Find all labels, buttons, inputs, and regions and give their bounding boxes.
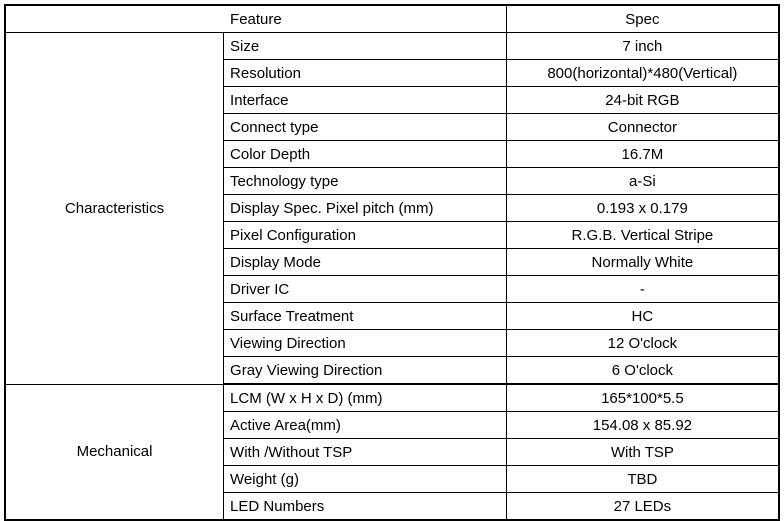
- feature-label: LED Numbers: [224, 493, 507, 521]
- feature-label: Resolution: [224, 60, 507, 87]
- feature-label: Active Area(mm): [224, 412, 507, 439]
- spec-value: Normally White: [506, 249, 779, 276]
- feature-label: LCM (W x H x D) (mm): [224, 384, 507, 412]
- table-row: [5, 33, 779, 60]
- spec-value: 800(horizontal)*480(Vertical): [506, 60, 779, 87]
- spec-value: 7 inch: [506, 33, 779, 60]
- spec-value: HC: [506, 303, 779, 330]
- feature-label: Display Mode: [224, 249, 507, 276]
- spec-value: With TSP: [506, 439, 779, 466]
- feature-label: Gray Viewing Direction: [224, 357, 507, 385]
- spec-value: 16.7M: [506, 141, 779, 168]
- feature-label: Surface Treatment: [224, 303, 507, 330]
- spec-value: Connector: [506, 114, 779, 141]
- feature-label: With /Without TSP: [224, 439, 507, 466]
- spec-value: 27 LEDs: [506, 493, 779, 521]
- spec-value: TBD: [506, 466, 779, 493]
- specification-table: [4, 4, 780, 521]
- spec-value: 154.08 x 85.92: [506, 412, 779, 439]
- table-row: [5, 384, 779, 412]
- feature-label: Color Depth: [224, 141, 507, 168]
- group-label-mechanical: Mechanical: [5, 384, 224, 520]
- header-spec: Spec: [506, 5, 779, 33]
- feature-label: Size: [224, 33, 507, 60]
- spec-value: 165*100*5.5: [506, 384, 779, 412]
- feature-label: Pixel Configuration: [224, 222, 507, 249]
- feature-label: Interface: [224, 87, 507, 114]
- feature-label: Connect type: [224, 114, 507, 141]
- header-feature: Feature: [5, 5, 506, 33]
- feature-label: Display Spec. Pixel pitch (mm): [224, 195, 507, 222]
- spec-value: R.G.B. Vertical Stripe: [506, 222, 779, 249]
- spec-value: 6 O'clock: [506, 357, 779, 385]
- table-header-row: [5, 5, 779, 33]
- feature-label: Weight (g): [224, 466, 507, 493]
- group-label-characteristics: Characteristics: [5, 33, 224, 385]
- spec-value: 0.193 x 0.179: [506, 195, 779, 222]
- spec-value: 24-bit RGB: [506, 87, 779, 114]
- spec-value: 12 O'clock: [506, 330, 779, 357]
- feature-label: Driver IC: [224, 276, 507, 303]
- table-body: [5, 33, 779, 521]
- feature-label: Viewing Direction: [224, 330, 507, 357]
- spec-value: a-Si: [506, 168, 779, 195]
- spec-value: -: [506, 276, 779, 303]
- feature-label: Technology type: [224, 168, 507, 195]
